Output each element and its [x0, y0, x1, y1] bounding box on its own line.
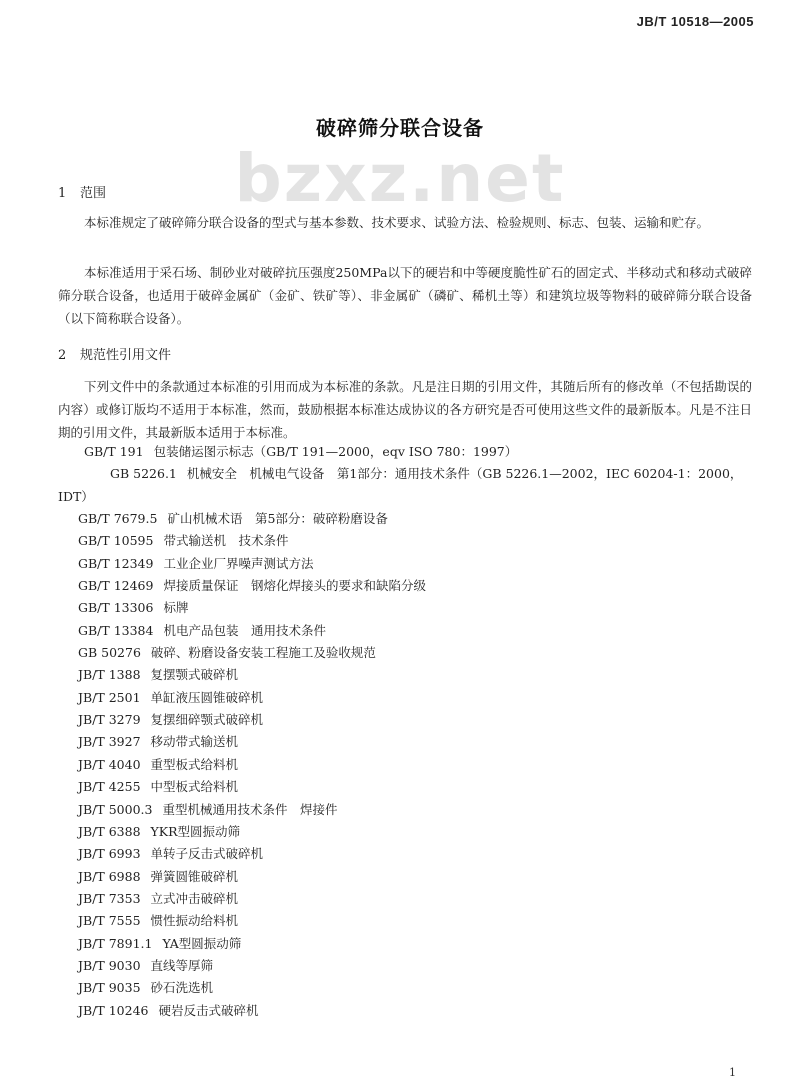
reference-item	[58, 1000, 758, 1022]
reference-code: JB/T 4255	[78, 779, 141, 795]
reference-item	[58, 553, 758, 575]
reference-code: GB/T 191	[84, 444, 144, 459]
page-number: 1	[729, 1066, 736, 1079]
reference-item	[58, 888, 758, 910]
reference-code: JB/T 7353	[78, 890, 141, 906]
reference-title: 中型板式给料机	[150, 779, 239, 795]
reference-code: JB/T 9030	[78, 957, 141, 973]
reference-code: JB/T 9035	[78, 980, 141, 996]
reference-item	[58, 955, 758, 977]
reference-item	[58, 530, 758, 552]
reference-title: 重型板式给料机	[150, 756, 239, 772]
reference-title: 破碎、粉磨设备安装工程施工及验收规范	[150, 645, 376, 661]
section-title: 范围	[80, 186, 107, 201]
section-1-paragraph-2: 本标准适用于采石场、制砂业对破碎抗压强度250MPa以下的硬岩和中等硬度脆性矿石的固定式、半移动式和移动式破碎筛分联合设备，也适用于破碎金属矿（金矿、铁矿等）、非金属矿（磷矿、稀机土等）和建筑垃圾等物料的破碎筛分联合设备（以下简称联合设备）。	[58, 265, 752, 326]
section-1-heading	[58, 182, 106, 201]
reference-title: 砂石洗选机	[150, 980, 214, 996]
reference-title: 移动带式输送机	[150, 734, 239, 750]
reference-title: 机械安全 机械电气设备 第1部分：通用技术条件（GB 5226.1—2002，IEC 60204-1：2000，IDT）	[58, 466, 743, 504]
normative-references-list	[58, 441, 758, 1022]
reference-item	[58, 620, 758, 642]
reference-title: 直线等厚筛	[150, 957, 214, 973]
document-title: 破碎筛分联合设备	[316, 116, 484, 140]
reference-item	[58, 866, 758, 888]
reference-title: YA型圆振动筛	[162, 935, 242, 951]
reference-title: 立式冲击破碎机	[150, 890, 239, 906]
reference-item	[58, 799, 758, 821]
section-title: 规范性引用文件	[80, 348, 172, 363]
reference-item	[58, 910, 758, 932]
reference-code: JB/T 7555	[78, 913, 141, 929]
reference-code: GB 50276	[78, 645, 141, 661]
reference-code: GB/T 13306	[78, 600, 154, 616]
reference-title: 硬岩反击式破碎机	[158, 1002, 259, 1018]
reference-title: YKR型圆振动筛	[150, 823, 241, 839]
reference-item	[58, 463, 758, 508]
reference-code: JB/T 6993	[78, 846, 141, 862]
reference-item	[58, 508, 758, 530]
reference-item	[58, 933, 758, 955]
reference-item	[58, 821, 758, 843]
reference-code: JB/T 2501	[78, 689, 141, 705]
reference-title: 复摆颚式破碎机	[150, 667, 239, 683]
reference-code: GB/T 10595	[78, 533, 154, 549]
reference-item	[58, 754, 758, 776]
reference-item	[58, 597, 758, 619]
reference-item	[58, 642, 758, 664]
reference-code: GB 5226.1	[110, 466, 177, 482]
watermark: bzxz.net	[234, 140, 566, 217]
reference-code: JB/T 5000.3	[78, 801, 153, 817]
reference-item	[58, 731, 758, 753]
reference-title: 带式输送机 技术条件	[163, 533, 289, 549]
section-number: 2	[58, 348, 67, 363]
reference-item	[58, 776, 758, 798]
reference-code: JB/T 3927	[78, 734, 141, 750]
reference-code: GB/T 12349	[78, 555, 154, 571]
reference-title: 矿山机械术语 第5部分：破碎粉磨设备	[167, 511, 388, 527]
reference-title: 惯性振动给料机	[150, 913, 239, 929]
reference-code: JB/T 4040	[78, 756, 141, 772]
reference-item	[58, 687, 758, 709]
reference-item	[58, 664, 758, 686]
reference-item	[58, 575, 758, 597]
reference-title: 单缸液压圆锥破碎机	[150, 689, 264, 705]
section-2-heading	[58, 344, 171, 363]
section-number: 1	[58, 186, 67, 201]
reference-title: 重型机械通用技术条件 焊接件	[162, 801, 338, 817]
reference-code: JB/T 7891.1	[78, 935, 153, 951]
reference-item	[58, 977, 758, 999]
section-2-paragraph-1: 下列文件中的条款通过本标准的引用而成为本标准的条款。凡是注日期的引用文件，其随后所有的修改单（不包括勘误的内容）或修订版均不适用于本标准，然而，鼓励根据本标准达成协议的各方研究是否可使用这些文件的最新版本。凡是不注日期的引用文件，其最新版本适用于本标准。	[58, 379, 752, 440]
reference-code: JB/T 10246	[78, 1002, 149, 1018]
reference-item	[58, 441, 758, 463]
reference-item	[58, 709, 758, 731]
section-1-paragraph-1: 本标准规定了破碎筛分联合设备的型式与基本参数、技术要求、试验方法、检验规则、标志、包装、运输和贮存。	[84, 215, 710, 230]
reference-title: 弹簧圆锥破碎机	[150, 868, 239, 884]
reference-code: JB/T 6388	[78, 823, 141, 839]
reference-code: JB/T 1388	[78, 667, 141, 683]
reference-item	[58, 843, 758, 865]
reference-code: GB/T 7679.5	[78, 511, 158, 527]
reference-title: 包装储运图示标志（GB/T 191—2000，eqv ISO 780：1997）	[153, 444, 518, 459]
reference-title: 焊接质量保证 钢熔化焊接头的要求和缺陷分级	[163, 578, 426, 594]
reference-title: 复摆细碎颚式破碎机	[150, 712, 264, 728]
reference-title: 机电产品包装 通用技术条件	[163, 622, 326, 638]
reference-code: JB/T 6988	[78, 868, 141, 884]
standard-code-header: JB/T 10518—2005	[636, 14, 754, 29]
reference-code: GB/T 12469	[78, 578, 154, 594]
reference-title: 工业企业厂界噪声测试方法	[163, 555, 314, 571]
reference-code: GB/T 13384	[78, 622, 154, 638]
reference-title: 标牌	[163, 600, 189, 616]
reference-title: 单转子反击式破碎机	[150, 846, 264, 862]
reference-code: JB/T 3279	[78, 712, 141, 728]
